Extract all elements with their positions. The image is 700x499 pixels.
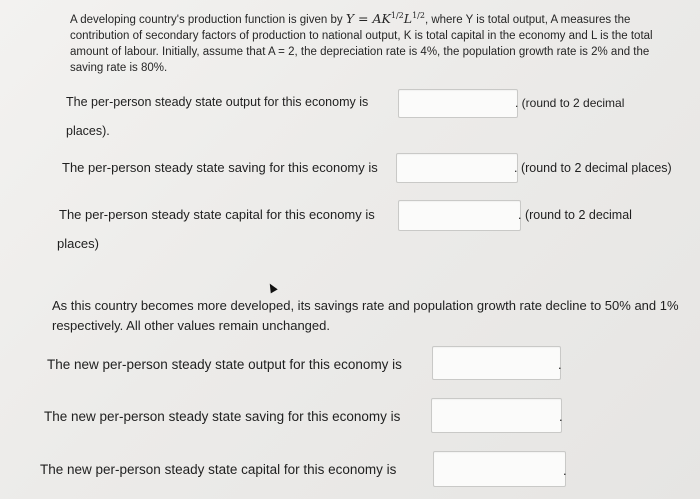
problem-intro — [70, 8, 685, 76]
formula-output-symbol: Y — [345, 11, 355, 27]
q3-label: The per-person steady state capital for this economy is — [59, 207, 375, 222]
q4-answer-input[interactable] — [432, 346, 561, 380]
production-function-formula — [346, 11, 425, 26]
q4-suffix: . — [558, 357, 562, 372]
q6-suffix: . — [563, 463, 567, 478]
q5-suffix: . — [559, 409, 563, 424]
scenario-change-paragraph: As this country becomes more developed, its savings rate and population growth rate decline to 50% and 1% respectively. All other values remain unchanged. — [52, 298, 679, 333]
q6-label: The new per-person steady state capital for this economy is — [40, 462, 397, 477]
q6-answer-input[interactable] — [433, 451, 566, 487]
mouse-pointer-icon — [266, 282, 277, 294]
q2-label: The per-person steady state saving for this economy is — [62, 160, 378, 175]
q1-label: The per-person steady state output for this economy is — [66, 95, 369, 109]
intro-text-part1: A developing country's production function is given by — [70, 14, 346, 27]
q1-answer-input[interactable] — [398, 89, 518, 118]
q1-suffix: . (round to 2 decimal — [515, 96, 625, 110]
q3-suffix-cont: places) — [57, 236, 99, 251]
formula-l: L — [403, 11, 413, 27]
q2-answer-input[interactable] — [396, 153, 518, 183]
formula-l-exponent: 1/2 — [412, 11, 425, 20]
q3-suffix: . (round to 2 decimal — [518, 208, 632, 222]
q2-suffix: . (round to 2 decimal places) — [514, 161, 672, 175]
intro-text-part2: , where Y is total output, A measures the contribution of secondary factors of production to national output, K is total capital in the economy and L is the total amount of labour. Initially, assume that A = 2, the depreciation rate is 4%, the population growth rate is 2% and the saving rate is 80%. — [70, 14, 653, 75]
q4-label: The new per-person steady state output for this economy is — [47, 357, 402, 372]
q1-suffix-cont: places). — [66, 124, 110, 138]
q5-answer-input[interactable] — [431, 398, 562, 433]
q3-answer-input[interactable] — [398, 200, 521, 231]
q5-label: The new per-person steady state saving for this economy is — [44, 409, 401, 424]
formula-k-exponent: 1/2 — [390, 11, 404, 20]
formula-equals: = — [354, 11, 373, 27]
formula-ak: AK — [372, 11, 391, 27]
